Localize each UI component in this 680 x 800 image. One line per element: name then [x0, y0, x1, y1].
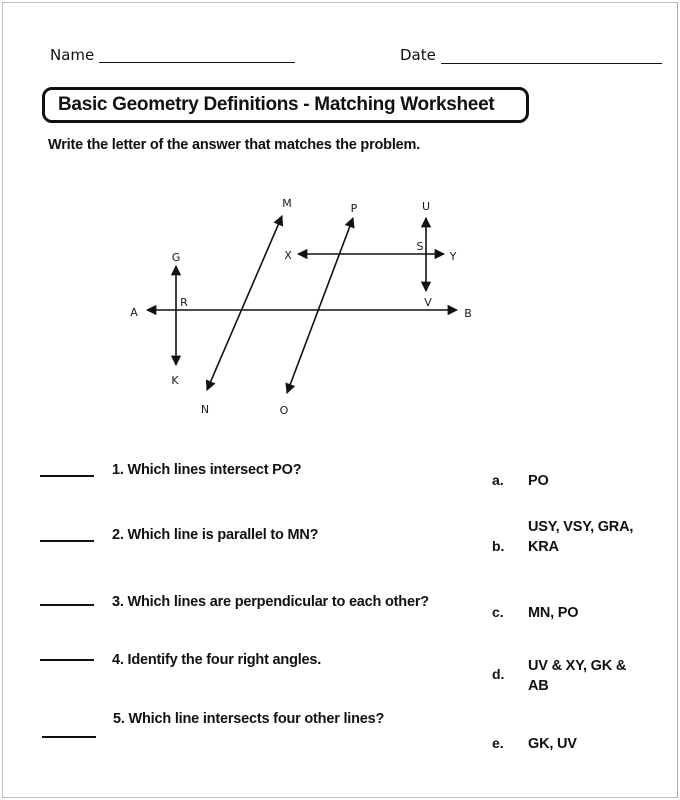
answer-e-text — [528, 734, 577, 754]
answer-e-line-1: GK, UV — [528, 736, 577, 752]
answer-b-line-1: USY, VSY, GRA, — [528, 519, 634, 535]
question-4-blank — [40, 659, 94, 661]
answer-d-letter: d. — [492, 666, 505, 682]
answer-b-line-2: KRA — [528, 539, 559, 555]
point-label-b: B — [464, 307, 472, 320]
answer-d-line-2: AB — [528, 678, 549, 694]
point-label-a: A — [130, 306, 138, 319]
point-label-k: K — [171, 374, 179, 387]
question-4-text: 4. Identify the four right angles. — [112, 652, 322, 668]
question-5-text: 5. Which line intersects four other lines? — [113, 711, 385, 727]
point-label-y: Y — [449, 250, 457, 263]
point-label-x: X — [284, 249, 292, 262]
answer-a-line-1: PO — [528, 473, 549, 489]
point-label-s: S — [416, 240, 424, 253]
point-label-v: V — [424, 296, 432, 309]
answer-a-text — [528, 471, 549, 491]
answer-b-text — [528, 517, 633, 557]
answer-d-line-1: UV & XY, GK & — [528, 658, 627, 674]
point-label-n: N — [200, 403, 210, 416]
question-2-text: 2. Which line is parallel to MN? — [112, 527, 319, 543]
point-label-r: R — [180, 296, 188, 309]
instructions-text: Write the letter of the answer that matches the problem. — [48, 137, 421, 153]
question-3-blank — [40, 604, 94, 606]
answer-c-line-1: MN, PO — [528, 605, 579, 621]
line-xy-p-o — [287, 218, 353, 393]
point-label-o: O — [279, 404, 289, 417]
answer-d-text — [528, 656, 626, 696]
answer-a-letter: a. — [492, 472, 504, 488]
question-1-blank — [40, 475, 94, 477]
answer-c-letter: c. — [492, 604, 504, 620]
date-blank-line — [441, 63, 662, 64]
point-label-m: M — [282, 197, 292, 210]
question-2-blank — [40, 540, 94, 542]
question-5-blank — [42, 736, 96, 738]
name-label: Name — [50, 46, 95, 64]
geometry-diagram — [115, 190, 480, 425]
point-label-u: U — [421, 200, 431, 213]
answer-b-letter: b. — [492, 538, 505, 554]
name-blank-line — [99, 62, 295, 63]
question-1-text: 1. Which lines intersect PO? — [112, 462, 302, 478]
line-mn — [207, 216, 282, 390]
point-label-p: P — [350, 202, 358, 215]
point-label-g: G — [171, 251, 181, 264]
date-label: Date — [400, 46, 436, 64]
title-box — [42, 87, 529, 123]
worksheet-title: Basic Geometry Definitions - Matching Worksheet — [58, 94, 495, 115]
question-3-text: 3. Which lines are perpendicular to each other? — [112, 594, 429, 610]
answer-c-text — [528, 603, 578, 623]
answer-e-letter: e. — [492, 735, 504, 751]
